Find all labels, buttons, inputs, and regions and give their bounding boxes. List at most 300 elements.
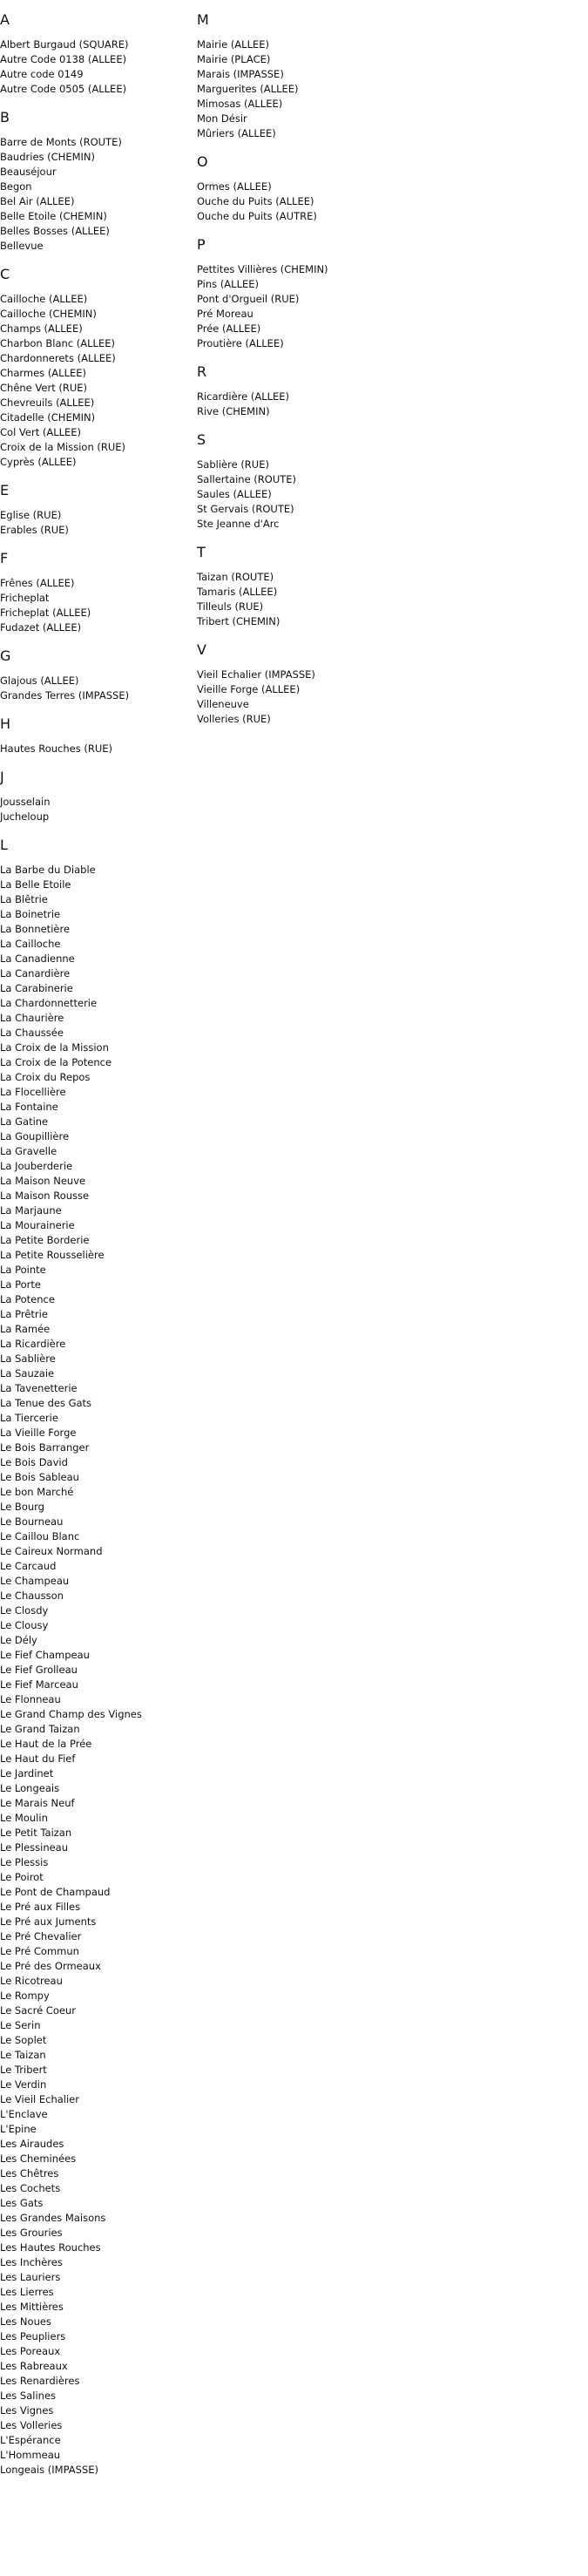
street-link-les-noues[interactable]: Les Noues <box>0 2315 51 2328</box>
street-list-item <box>0 1618 200 1633</box>
street-list-item <box>197 682 458 697</box>
street-list-item <box>0 180 200 194</box>
street-link-le-pre-des-ormeaux[interactable]: Le Pré des Ormeaux <box>0 1960 101 1972</box>
street-link-les-salines[interactable]: Les Salines <box>0 2390 57 2402</box>
street-link-pont-d-orgueil-rue[interactable]: Pont d'Orgueil (RUE) <box>197 293 300 305</box>
street-link-fricheplat-allee[interactable]: Fricheplat (ALLEE) <box>0 607 91 619</box>
street-link-la-petite-borderie[interactable]: La Petite Borderie <box>0 1234 90 1246</box>
street-link-le-rompy[interactable]: Le Rompy <box>0 1990 50 2002</box>
street-list-item <box>0 2463 200 2478</box>
street-list <box>0 292 200 470</box>
street-list <box>197 570 458 629</box>
street-list-item <box>0 2389 200 2403</box>
street-link-le-fief-grolleau[interactable]: Le Fief Grolleau <box>0 1664 78 1676</box>
street-list-item <box>0 742 200 756</box>
street-link-le-vieil-echalier[interactable]: Le Vieil Echalier <box>0 2093 79 2105</box>
street-list-item <box>0 1263 200 1278</box>
section-letter-heading: E <box>0 482 10 498</box>
street-index-left-column <box>0 0 200 2478</box>
letter-section-s <box>197 431 458 532</box>
street-list-item <box>0 1470 200 1485</box>
street-list-item <box>197 487 458 502</box>
street-link-la-chauriere[interactable]: La Chaurière <box>0 1012 64 1024</box>
street-list-item <box>197 194 458 209</box>
street-list-item <box>0 2078 200 2092</box>
street-link-les-cochets[interactable]: Les Cochets <box>0 2182 61 2194</box>
street-link-le-haut-de-la-pree[interactable]: Le Haut de la Prée <box>0 1738 92 1750</box>
street-link-le-bourneau[interactable]: Le Bourneau <box>0 1515 64 1528</box>
street-link-la-goupilliere[interactable]: La Goupillière <box>0 1130 70 1142</box>
street-list-item <box>0 1070 200 1085</box>
street-link-charbon-blanc-allee[interactable]: Charbon Blanc (ALLEE) <box>0 337 115 349</box>
street-link-pettites-villieres-chemin[interactable]: Pettites Villières (CHEMIN) <box>197 263 328 275</box>
street-link-le-bourg[interactable]: Le Bourg <box>0 1501 44 1513</box>
street-link-le-moulin[interactable]: Le Moulin <box>0 1812 48 1824</box>
street-list-item <box>0 1248 200 1263</box>
street-link-la-pointe[interactable]: La Pointe <box>0 1264 46 1276</box>
street-link-le-dely[interactable]: Le Dély <box>0 1634 37 1646</box>
street-link-la-porte[interactable]: La Porte <box>0 1278 41 1291</box>
street-link-autre-code-0505-allee[interactable]: Autre Code 0505 (ALLEE) <box>0 83 127 95</box>
street-list-item <box>0 2063 200 2078</box>
street-list-item <box>0 2196 200 2211</box>
street-link-champs-allee[interactable]: Champs (ALLEE) <box>0 322 83 335</box>
street-list-item <box>0 1352 200 1366</box>
street-link-la-canardiere[interactable]: La Canardière <box>0 967 71 980</box>
street-link-marais-impasse[interactable]: Marais (IMPASSE) <box>197 68 284 80</box>
street-link-volleries-rue[interactable]: Volleries (RUE) <box>197 713 271 725</box>
street-link-villeneuve[interactable]: Villeneuve <box>197 698 249 710</box>
street-list-item <box>0 351 200 366</box>
street-list-item <box>0 2137 200 2152</box>
street-list-item <box>0 2122 200 2137</box>
street-list-item <box>0 2418 200 2433</box>
street-list <box>197 390 458 419</box>
street-link-pre-moreau[interactable]: Pré Moreau <box>197 308 253 320</box>
letter-section-a <box>0 11 200 97</box>
street-list-item <box>0 576 200 591</box>
street-link-la-canadienne[interactable]: La Canadienne <box>0 952 75 965</box>
street-list-item <box>197 292 458 307</box>
street-list <box>0 742 200 756</box>
street-list-item <box>0 1055 200 1070</box>
street-list <box>0 37 200 97</box>
street-link-la-chardonnetterie[interactable]: La Chardonnetterie <box>0 997 98 1009</box>
street-list-item <box>0 2240 200 2255</box>
street-link-la-bonnetiere[interactable]: La Bonnetière <box>0 923 71 935</box>
street-list-item <box>0 1529 200 1544</box>
street-link-le-serin[interactable]: Le Serin <box>0 2019 41 2031</box>
street-link-chardonnerets-allee[interactable]: Chardonnerets (ALLEE) <box>0 352 116 364</box>
street-list-item <box>0 937 200 952</box>
street-list-item <box>0 2152 200 2166</box>
street-link-jucheloup[interactable]: Jucheloup <box>0 810 50 823</box>
street-link-le-poirot[interactable]: Le Poirot <box>0 1871 44 1883</box>
street-link-rive-chemin[interactable]: Rive (CHEMIN) <box>197 405 270 417</box>
street-link-les-cheminees[interactable]: Les Cheminées <box>0 2152 77 2165</box>
street-index-right-column <box>197 0 458 727</box>
street-link-les-chetres[interactable]: Les Chêtres <box>0 2167 59 2179</box>
street-link-barre-de-monts-route[interactable]: Barre de Monts (ROUTE) <box>0 136 122 148</box>
street-link-cailloche-allee[interactable]: Cailloche (ALLEE) <box>0 293 88 305</box>
street-list-item <box>197 614 458 629</box>
street-list-item <box>0 2300 200 2315</box>
street-link-le-grand-champ-des-vignes[interactable]: Le Grand Champ des Vignes <box>0 1708 142 1720</box>
street-link-la-sauzaie[interactable]: La Sauzaie <box>0 1367 55 1380</box>
street-link-le-plessineau[interactable]: Le Plessineau <box>0 1841 69 1854</box>
street-list-item <box>0 1278 200 1292</box>
street-link-les-lauriers[interactable]: Les Lauriers <box>0 2271 61 2283</box>
street-link-saules-allee[interactable]: Saules (ALLEE) <box>197 488 272 500</box>
letter-section-c <box>0 266 200 470</box>
street-list-item <box>197 502 458 517</box>
street-link-longeais-impasse[interactable]: Longeais (IMPASSE) <box>0 2464 99 2476</box>
street-link-belle-etoile-chemin[interactable]: Belle Etoile (CHEMIN) <box>0 210 107 222</box>
street-link-mon-desir[interactable]: Mon Désir <box>197 112 247 125</box>
letter-section-b <box>0 109 200 254</box>
street-link-le-ricotreau[interactable]: Le Ricotreau <box>0 1975 63 1987</box>
street-link-cypres-allee[interactable]: Cyprès (ALLEE) <box>0 456 77 468</box>
street-link-les-rabreaux[interactable]: Les Rabreaux <box>0 2360 68 2372</box>
street-link-la-ricardiere[interactable]: La Ricardière <box>0 1338 66 1350</box>
street-link-le-bois-barranger[interactable]: Le Bois Barranger <box>0 1441 90 1454</box>
street-link-le-plessis[interactable]: Le Plessis <box>0 1856 49 1868</box>
street-link-la-marjaune[interactable]: La Marjaune <box>0 1204 62 1217</box>
street-link-les-grouries[interactable]: Les Grouries <box>0 2227 63 2239</box>
street-list-item <box>0 1885 200 1900</box>
street-link-la-ramee[interactable]: La Ramée <box>0 1323 51 1335</box>
street-list-item <box>0 2092 200 2107</box>
street-link-la-croix-de-la-mission[interactable]: La Croix de la Mission <box>0 1041 109 1054</box>
street-link-le-longeais[interactable]: Le Longeais <box>0 1782 60 1794</box>
street-link-st-gervais-route[interactable]: St Gervais (ROUTE) <box>197 503 294 515</box>
street-list-item <box>0 224 200 239</box>
street-list <box>0 508 200 538</box>
street-link-les-vignes[interactable]: Les Vignes <box>0 2404 54 2417</box>
street-link-le-soplet[interactable]: Le Soplet <box>0 2034 47 2046</box>
street-link-mairie-allee[interactable]: Mairie (ALLEE) <box>197 38 270 51</box>
street-link-la-croix-du-repos[interactable]: La Croix du Repos <box>0 1071 91 1083</box>
street-link-chevreuils-allee[interactable]: Chevreuils (ALLEE) <box>0 397 95 409</box>
street-link-la-gatine[interactable]: La Gatine <box>0 1115 49 1128</box>
street-list-item <box>197 277 458 292</box>
street-link-les-airaudes[interactable]: Les Airaudes <box>0 2138 64 2150</box>
street-link-fudazet-allee[interactable]: Fudazet (ALLEE) <box>0 621 82 634</box>
street-link-tribert-chemin[interactable]: Tribert (CHEMIN) <box>197 615 280 627</box>
street-link-jousselain[interactable]: Jousselain <box>0 796 51 808</box>
street-link-les-renardieres[interactable]: Les Renardières <box>0 2375 80 2387</box>
street-link-le-caillou-blanc[interactable]: Le Caillou Blanc <box>0 1530 80 1542</box>
section-letter-heading: T <box>197 544 206 560</box>
street-link-les-grandes-maisons[interactable]: Les Grandes Maisons <box>0 2212 106 2224</box>
street-list-item <box>0 966 200 981</box>
street-list-item <box>0 1292 200 1307</box>
street-link-le-fief-champeau[interactable]: Le Fief Champeau <box>0 1649 90 1661</box>
street-link-marguerites-allee[interactable]: Marguerites (ALLEE) <box>197 83 299 95</box>
street-list <box>0 863 200 2478</box>
street-list-item <box>0 892 200 907</box>
street-link-tamaris-allee[interactable]: Tamaris (ALLEE) <box>197 586 278 598</box>
street-link-vieil-echalier-impasse[interactable]: Vieil Echalier (IMPASSE) <box>197 668 315 681</box>
street-link-ormes-allee[interactable]: Ormes (ALLEE) <box>197 180 272 193</box>
street-link-le-bois-sableau[interactable]: Le Bois Sableau <box>0 1471 79 1483</box>
street-link-les-mittieres[interactable]: Les Mittières <box>0 2301 64 2313</box>
street-link-le-champeau[interactable]: Le Champeau <box>0 1575 70 1587</box>
street-link-le-taizan[interactable]: Le Taizan <box>0 2049 46 2061</box>
street-link-taizan-route[interactable]: Taizan (ROUTE) <box>197 571 274 583</box>
street-list-item <box>0 1781 200 1796</box>
street-link-fricheplat[interactable]: Fricheplat <box>0 592 50 604</box>
street-list-item <box>0 396 200 410</box>
street-link-le-haut-du-fief[interactable]: Le Haut du Fief <box>0 1752 76 1765</box>
street-list-item <box>0 1381 200 1396</box>
street-link-les-incheres[interactable]: Les Inchères <box>0 2256 63 2268</box>
street-list-item <box>0 1218 200 1233</box>
section-letter-heading: S <box>197 431 206 448</box>
street-link-le-bon-marche[interactable]: Le bon Marché <box>0 1486 74 1498</box>
street-link-charmes-allee[interactable]: Charmes (ALLEE) <box>0 367 87 379</box>
street-list-item <box>0 366 200 381</box>
street-link-ouche-du-puits-autre[interactable]: Ouche du Puits (AUTRE) <box>197 210 317 222</box>
street-list-item <box>0 1959 200 1974</box>
street-list-item <box>0 1544 200 1559</box>
letter-section-g <box>0 647 200 703</box>
street-link-la-cailloche[interactable]: La Cailloche <box>0 938 61 950</box>
street-link-la-tiercerie[interactable]: La Tiercerie <box>0 1412 58 1424</box>
street-link-hautes-rouches-rue[interactable]: Hautes Rouches (RUE) <box>0 742 112 755</box>
street-link-les-hautes-rouches[interactable]: Les Hautes Rouches <box>0 2241 101 2254</box>
section-letter-heading: H <box>0 715 11 732</box>
street-link-erables-rue[interactable]: Erables (RUE) <box>0 524 69 536</box>
street-link-citadelle-chemin[interactable]: Citadelle (CHEMIN) <box>0 411 96 424</box>
street-link-chene-vert-rue[interactable]: Chêne Vert (RUE) <box>0 382 88 394</box>
street-list <box>197 262 458 351</box>
street-list-item <box>197 336 458 351</box>
street-link-le-chausson[interactable]: Le Chausson <box>0 1590 64 1602</box>
street-link-bellevue[interactable]: Bellevue <box>0 240 44 252</box>
street-link-autre-code-0149[interactable]: Autre code 0149 <box>0 68 84 80</box>
street-link-ricardiere-allee[interactable]: Ricardière (ALLEE) <box>197 390 290 403</box>
street-link-mairie-place[interactable]: Mairie (PLACE) <box>197 53 271 65</box>
street-list-item <box>197 390 458 404</box>
street-link-pins-allee[interactable]: Pins (ALLEE) <box>197 278 259 290</box>
street-link-la-belle-etoile[interactable]: La Belle Etoile <box>0 878 71 891</box>
street-list-item <box>197 67 458 82</box>
street-link-col-vert-allee[interactable]: Col Vert (ALLEE) <box>0 426 82 438</box>
street-link-albert-burgaud-square[interactable]: Albert Burgaud (SQUARE) <box>0 38 129 51</box>
street-link-begon[interactable]: Begon <box>0 180 32 193</box>
street-list-item <box>0 410 200 425</box>
street-list-item <box>0 52 200 67</box>
street-link-la-barbe-du-diable[interactable]: La Barbe du Diable <box>0 864 96 876</box>
street-list-item <box>0 1663 200 1678</box>
street-list-item <box>0 194 200 209</box>
street-list-item <box>0 2107 200 2122</box>
street-link-ste-jeanne-d-arc[interactable]: Ste Jeanne d'Arc <box>197 518 280 530</box>
street-link-le-carcaud[interactable]: Le Carcaud <box>0 1560 57 1572</box>
street-list-item <box>197 52 458 67</box>
letter-section-o <box>197 153 458 224</box>
street-link-la-sabliere[interactable]: La Sablière <box>0 1352 56 1365</box>
street-link-la-petite-rousseliere[interactable]: La Petite Rousselière <box>0 1249 105 1261</box>
street-link-l-hommeau[interactable]: L'Hommeau <box>0 2449 61 2461</box>
street-link-le-marais-neuf[interactable]: Le Marais Neuf <box>0 1797 75 1809</box>
street-list-item <box>0 1989 200 2003</box>
street-link-la-boinetrie[interactable]: La Boinetrie <box>0 908 61 920</box>
street-link-la-jouberderie[interactable]: La Jouberderie <box>0 1160 73 1172</box>
street-list-item <box>0 1337 200 1352</box>
street-link-muriers-allee[interactable]: Mûriers (ALLEE) <box>197 127 276 139</box>
street-list-item <box>0 795 200 810</box>
street-link-le-pre-aux-filles[interactable]: Le Pré aux Filles <box>0 1901 81 1913</box>
street-link-l-epine[interactable]: L'Epine <box>0 2123 37 2135</box>
street-link-ouche-du-puits-allee[interactable]: Ouche du Puits (ALLEE) <box>197 195 314 207</box>
street-link-la-potence[interactable]: La Potence <box>0 1293 55 1305</box>
street-list-item <box>0 996 200 1011</box>
street-list-item <box>0 2448 200 2463</box>
street-link-sabliere-rue[interactable]: Sablière (RUE) <box>197 458 269 471</box>
street-list-item <box>0 2226 200 2240</box>
street-link-le-caireux-normand[interactable]: Le Caireux Normand <box>0 1545 103 1557</box>
street-list-item <box>197 404 458 419</box>
street-link-le-flonneau[interactable]: Le Flonneau <box>0 1693 61 1705</box>
street-list-item <box>0 381 200 396</box>
street-link-la-maison-rousse[interactable]: La Maison Rousse <box>0 1190 90 1202</box>
street-list-item <box>0 1411 200 1426</box>
street-list-item <box>0 1366 200 1381</box>
street-link-la-pretrie[interactable]: La Prêtrie <box>0 1308 48 1320</box>
street-list <box>0 576 200 635</box>
street-link-bel-air-allee[interactable]: Bel Air (ALLEE) <box>0 195 75 207</box>
street-link-le-pre-chevalier[interactable]: Le Pré Chevalier <box>0 1930 82 1942</box>
street-link-la-fontaine[interactable]: La Fontaine <box>0 1101 58 1113</box>
street-list-item <box>0 1455 200 1470</box>
street-link-les-gats[interactable]: Les Gats <box>0 2197 44 2209</box>
street-link-les-volleries[interactable]: Les Volleries <box>0 2419 63 2431</box>
street-link-croix-de-la-mission-rue[interactable]: Croix de la Mission (RUE) <box>0 441 126 453</box>
street-list-item <box>0 1041 200 1055</box>
section-letter-heading: O <box>197 153 208 170</box>
street-list-item <box>0 2315 200 2329</box>
street-list-item <box>0 2285 200 2300</box>
street-link-le-jardinet[interactable]: Le Jardinet <box>0 1767 54 1779</box>
street-link-la-gravelle[interactable]: La Gravelle <box>0 1145 57 1157</box>
street-link-la-bletrie[interactable]: La Blêtrie <box>0 893 48 905</box>
street-list-item <box>0 810 200 824</box>
street-list-item <box>197 458 458 472</box>
street-link-vieille-forge-allee[interactable]: Vieille Forge (ALLEE) <box>197 683 301 695</box>
letter-section-h <box>0 715 200 756</box>
street-link-la-maison-neuve[interactable]: La Maison Neuve <box>0 1175 86 1187</box>
letter-section-r <box>197 363 458 419</box>
street-list-item <box>197 668 458 682</box>
street-link-frenes-allee[interactable]: Frênes (ALLEE) <box>0 577 75 589</box>
street-list-item <box>0 523 200 538</box>
street-link-le-verdin[interactable]: Le Verdin <box>0 2078 47 2091</box>
street-link-eglise-rue[interactable]: Eglise (RUE) <box>0 509 62 521</box>
street-link-le-petit-taizan[interactable]: Le Petit Taizan <box>0 1827 72 1839</box>
street-list-item <box>0 67 200 82</box>
street-list-item <box>0 878 200 892</box>
street-list-item <box>0 674 200 688</box>
street-link-proutiere-allee[interactable]: Proutière (ALLEE) <box>197 337 284 349</box>
street-list-item <box>0 2359 200 2374</box>
street-link-le-pre-commun[interactable]: Le Pré Commun <box>0 1945 79 1957</box>
street-list-item <box>197 180 458 194</box>
street-link-le-fief-marceau[interactable]: Le Fief Marceau <box>0 1678 78 1691</box>
street-list-item <box>0 2181 200 2196</box>
street-list-item <box>197 517 458 532</box>
street-link-la-flocelliere[interactable]: La Flocellière <box>0 1086 66 1098</box>
street-link-beausejour[interactable]: Beauséjour <box>0 166 57 178</box>
street-list-item <box>0 1766 200 1781</box>
street-link-baudries-chemin[interactable]: Baudries (CHEMIN) <box>0 151 96 163</box>
street-list-item <box>0 1752 200 1766</box>
street-link-le-grand-taizan[interactable]: Le Grand Taizan <box>0 1723 80 1735</box>
street-list-item <box>0 1737 200 1752</box>
street-link-autre-code-0138-allee[interactable]: Autre Code 0138 (ALLEE) <box>0 53 127 65</box>
section-letter-heading: A <box>0 11 10 28</box>
street-link-l-esperance[interactable]: L'Espérance <box>0 2434 61 2446</box>
street-link-sallertaine-route[interactable]: Sallertaine (ROUTE) <box>197 473 297 485</box>
section-letter-heading: L <box>0 837 8 853</box>
street-list-item <box>0 1011 200 1026</box>
section-letter-heading: C <box>0 266 10 282</box>
street-link-les-poreaux[interactable]: Les Poreaux <box>0 2345 61 2357</box>
street-list-item <box>0 322 200 336</box>
street-link-la-vieille-forge[interactable]: La Vieille Forge <box>0 1427 77 1439</box>
street-list-item <box>197 209 458 224</box>
section-letter-heading: F <box>0 550 9 566</box>
street-link-mimosas-allee[interactable]: Mimosas (ALLEE) <box>197 98 283 110</box>
street-link-belles-bosses-allee[interactable]: Belles Bosses (ALLEE) <box>0 225 110 237</box>
street-link-tilleuls-rue[interactable]: Tilleuls (RUE) <box>197 600 264 613</box>
street-link-cailloche-chemin[interactable]: Cailloche (CHEMIN) <box>0 308 97 320</box>
section-letter-heading: B <box>0 109 10 125</box>
street-link-les-lierres[interactable]: Les Lierres <box>0 2286 54 2298</box>
street-link-pree-allee[interactable]: Prée (ALLEE) <box>197 322 261 335</box>
street-link-le-pre-aux-juments[interactable]: Le Pré aux Juments <box>0 1915 97 1928</box>
street-link-la-mourainerie[interactable]: La Mourainerie <box>0 1219 75 1231</box>
street-link-la-chaussee[interactable]: La Chaussée <box>0 1027 64 1039</box>
street-link-la-croix-de-la-potence[interactable]: La Croix de la Potence <box>0 1056 112 1068</box>
street-list-item <box>0 1396 200 1411</box>
street-link-les-peupliers[interactable]: Les Peupliers <box>0 2330 66 2342</box>
street-link-glajous-allee[interactable]: Glajous (ALLEE) <box>0 675 79 687</box>
street-link-le-bois-david[interactable]: Le Bois David <box>0 1456 68 1468</box>
street-link-la-tenue-des-gats[interactable]: La Tenue des Gats <box>0 1397 92 1409</box>
street-link-le-clousy[interactable]: Le Clousy <box>0 1619 49 1631</box>
street-link-grandes-terres-impasse[interactable]: Grandes Terres (IMPASSE) <box>0 689 130 702</box>
letter-section-m <box>197 11 458 141</box>
street-link-le-sacre-coeur[interactable]: Le Sacré Coeur <box>0 2004 76 2017</box>
street-link-le-pont-de-champaud[interactable]: Le Pont de Champaud <box>0 1886 111 1898</box>
section-letter-heading: G <box>0 647 11 664</box>
street-list-item <box>0 1129 200 1144</box>
street-link-le-closdy[interactable]: Le Closdy <box>0 1604 49 1617</box>
street-link-l-enclave[interactable]: L'Enclave <box>0 2108 48 2120</box>
street-link-la-carabinerie[interactable]: La Carabinerie <box>0 982 73 994</box>
street-list-item <box>0 1174 200 1189</box>
street-list-item <box>0 2211 200 2226</box>
street-list-item <box>0 1929 200 1944</box>
street-link-la-tavenetterie[interactable]: La Tavenetterie <box>0 1382 78 1394</box>
street-list-item <box>0 150 200 165</box>
street-list-item <box>0 1900 200 1915</box>
street-link-le-tribert[interactable]: Le Tribert <box>0 2064 47 2076</box>
street-list-item <box>0 1159 200 1174</box>
street-list <box>197 180 458 224</box>
